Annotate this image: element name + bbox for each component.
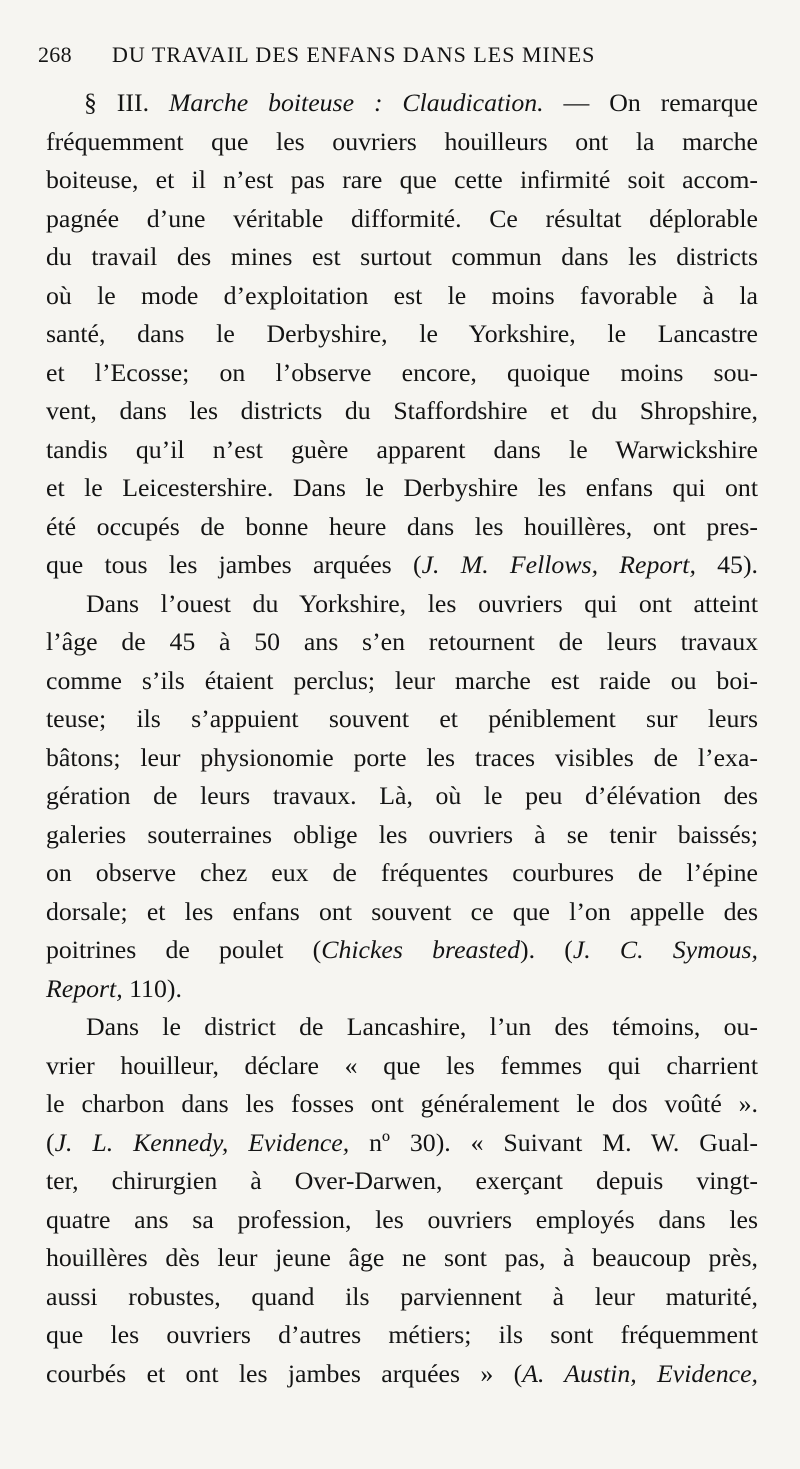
text-line: tandis qu’il n’est guère apparent dans le Warwickshire [46, 434, 758, 464]
text-line: été occupés de bonne heure dans les houillères, ont pres- [46, 511, 758, 541]
citation: J. M. Fellows, Report, [421, 550, 696, 579]
text-line: comme s’ils étaient perclus; leur marche est raide ou boi- [46, 665, 758, 695]
section-title: Marche boiteuse : Claudication. [168, 88, 544, 117]
text-line: § III. Marche boiteuse : Claudication. — On remarque [84, 88, 759, 117]
text-line: teuse; ils s’appuient souvent et péniblement sur leurs [46, 704, 758, 733]
text-line: vrier houilleur, déclare « que les femmes qui charrient [46, 1050, 758, 1080]
citation: J. C. Symous, [572, 935, 758, 964]
text-line: dorsale; et les enfans ont souvent ce que l’on appelle des [46, 896, 758, 926]
text-line: gération de leurs travaux. Là, où le peu d’élévation des [46, 781, 758, 810]
text-line: quatre ans sa profession, les ouvriers employés dans les [46, 1204, 758, 1234]
text-line: fréquemment que les ouvriers houilleurs ont la marche [46, 126, 758, 156]
text-line: Dans le district de Lancashire, l’un des témoins, ou- [86, 1012, 758, 1041]
text-line: galeries souterraines oblige les ouvriers à se tenir baissés; [46, 819, 758, 849]
text-line: pagnée d’une véritable difformité. Ce résultat déplorable [46, 203, 758, 233]
page-number: 268 [38, 42, 72, 67]
citation: J. L. Kennedy, Evidence, [54, 1127, 350, 1157]
text-line: santé, dans le Derbyshire, le Yorkshire, le Lancastre [46, 319, 758, 348]
text-line: le charbon dans les fosses ont généralement le dos voûté ». [46, 1089, 758, 1118]
text-line: Dans l’ouest du Yorkshire, les ouvriers qui ont atteint [86, 588, 758, 618]
text-line: poitrines de poulet (Chickes breasted). (J. C. Symous, [46, 935, 758, 964]
text-line: houillères dès leur jeune âge ne sont pas, à beaucoup près, [46, 1243, 758, 1272]
text-line: où le mode d’exploitation est le moins favorable à la [46, 280, 758, 310]
body-text [46, 84, 758, 1393]
text-line: que tous les jambes arquées (J. M. Fellows, Report, 45). [46, 550, 758, 579]
text-line: et l’Ecosse; on l’observe encore, quoique moins sou- [46, 357, 758, 387]
text-line: aussi robustes, quand ils parviennent à leur maturité, [46, 1281, 758, 1311]
text-line: boiteuse, et il n’est pas rare que cette infirmité soit accom- [46, 165, 758, 194]
text-line: que les ouvriers d’autres métiers; ils sont fréquemment [46, 1320, 758, 1349]
text-line: l’âge de 45 à 50 ans s’en retournent de leurs travaux [46, 627, 758, 656]
section-mark: § III. [84, 88, 150, 117]
text-line: vent, dans les districts du Staffordshire et du Shropshire, [46, 396, 758, 425]
page-header [38, 38, 738, 72]
text-line: courbés et ont les jambes arquées » (A. Austin, Evidence, [46, 1358, 758, 1388]
text-line: Report, 110). [46, 973, 182, 1003]
text-line: et le Leicestershire. Dans le Derbyshire les enfans qui ont [46, 473, 758, 502]
citation: Report, [46, 973, 123, 1003]
running-title: DU TRAVAIL DES ENFANS DANS LES MINES [112, 42, 596, 67]
text-line: bâtons; leur physionomie porte les traces visibles de l’exa- [46, 742, 758, 772]
text-line: on observe chez eux de fréquentes courbures de l’épine [46, 858, 758, 887]
text-line: (J. L. Kennedy, Evidence, nº 30). « Suivant M. W. Gual- [46, 1127, 758, 1157]
citation: A. Austin, Evidence, [522, 1358, 758, 1388]
text-line: du travail des mines est surtout commun dans les districts [46, 242, 758, 271]
english-term: Chickes breasted [321, 935, 520, 964]
text-line: ter, chirurgien à Over-Darwen, exerçant depuis vingt- [46, 1166, 758, 1195]
